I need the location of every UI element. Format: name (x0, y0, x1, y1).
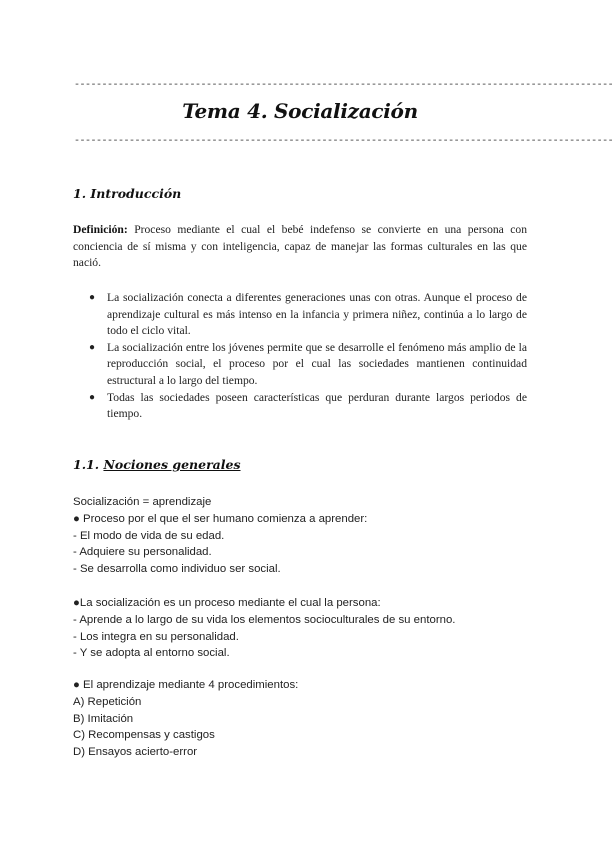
top-divider: -------------------------------------------------------------------------------------------------- (74, 80, 613, 91)
notes-block-2 (73, 595, 527, 662)
section-number: 1.1. (73, 457, 104, 472)
bullet-icon: ● (89, 391, 96, 403)
list-item (73, 290, 527, 340)
note-line: - Aprende a lo largo de su vida los elementos socioculturales de su entorno. (73, 613, 456, 626)
bullet-icon: ● (89, 292, 96, 303)
list-item-text: La socialización conecta a diferentes generaciones unas con otras. Aunque el proceso de aprendizaje cultural es más intenso en la infancia y primera niñez, continúa a lo largo de todo el ciclo vital. (107, 291, 527, 338)
note-line: B) Imitación (73, 712, 134, 725)
note-line: C) Recompensas y castigos (73, 729, 215, 742)
note-line: - Adquiere su personalidad. (73, 546, 212, 559)
list-item-text: Todas las sociedades poseen características que perduran durante largos periodos de tiempo. (107, 390, 527, 421)
note-line: D) Ensayos acierto-error (73, 746, 198, 759)
notes-block-3 (73, 677, 527, 761)
definition-text: Proceso mediante el cual el bebé indefenso se convierte en una persona con conciencia de sí misma y con inteligencia, capaz de manejar las formas culturales en las que nació. (73, 223, 527, 269)
section-title: Nociones generales (103, 457, 241, 472)
bullet-icon: ● (89, 341, 96, 353)
definition-paragraph (73, 222, 527, 272)
list-item-text: La socialización entre los jóvenes permite que se desarrolle el fenómeno más amplio de la reproducción social, el proceso por el cual las sociedades mantienen continuidad estructural a lo largo del tiempo. (107, 340, 527, 387)
section-heading-nociones-generales (73, 457, 241, 472)
note-line: Socialización = aprendizaje (73, 496, 212, 508)
note-line: - Los integra en su personalidad. (73, 630, 239, 643)
page-title: Tema 4. Socialización (182, 99, 418, 123)
list-item (73, 390, 527, 423)
definition-label: Definición: (73, 223, 128, 236)
note-line: - El modo de vida de su edad. (73, 529, 225, 542)
note-line: ●La socialización es un proceso mediante el cual la persona: (73, 597, 381, 609)
note-line: - Y se adopta al entorno social. (73, 647, 230, 660)
note-line: ● El aprendizaje mediante 4 procedimientos: (73, 679, 299, 691)
note-line: - Se desarrolla como individuo ser social. (73, 563, 281, 576)
note-line: ● Proceso por el que el ser humano comienza a aprender: (73, 512, 368, 525)
list-item (73, 340, 527, 390)
section-heading-introduccion: 1. Introducción (73, 186, 182, 201)
intro-bullet-list (73, 290, 527, 423)
note-line: A) Repetición (73, 695, 142, 708)
notes-block-1 (73, 494, 527, 578)
bottom-divider: -------------------------------------------------------------------------------------------------- (74, 136, 613, 147)
